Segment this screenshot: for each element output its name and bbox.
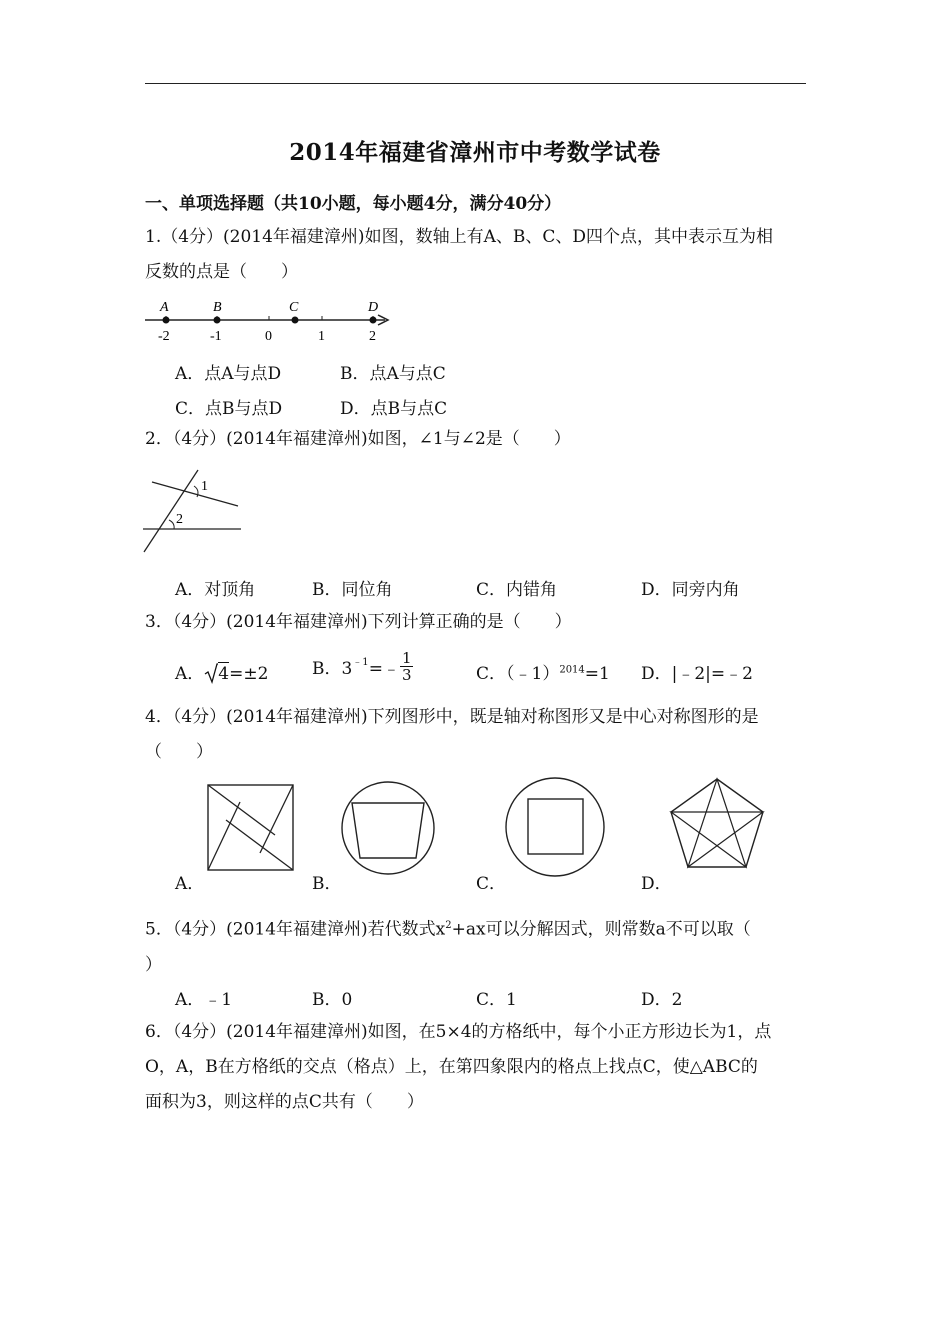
point-label: C (289, 300, 299, 315)
question-4-line2: （ ） (145, 742, 213, 762)
question-6-line1: 6．（4分）(2014年福建漳州)如图，在5×4的方格纸中，每个小正方形边长为1，点 (145, 1022, 772, 1042)
angle-label-2: 2 (176, 512, 183, 527)
q3-option-c-prefix: C．（﹣1） (476, 664, 560, 684)
angle-label-1: 1 (201, 479, 208, 494)
question-6-line2: O，A，B在方格纸的交点（格点）上，在第四象限内的格点上找点C，使△ABC的 (145, 1057, 758, 1077)
question-5-exponent: 2 (445, 920, 452, 931)
q5-option-a: A．﹣1 (175, 990, 233, 1010)
question-5 (145, 908, 810, 983)
point-label: B (213, 300, 222, 315)
question-6-line3: 面积为3，则这样的点C共有（ ） (145, 1092, 424, 1112)
question-4-line1: 4．（4分）(2014年福建漳州)下列图形中，既是轴对称图形又是中心对称图形的是 (145, 707, 759, 727)
question-2-text: 2．（4分）(2014年福建漳州)如图，∠1与∠2是（ ） (145, 429, 571, 449)
tick-label: 1 (318, 329, 325, 344)
header-rule (145, 83, 806, 84)
question-1-line2: 反数的点是（ ） (145, 262, 298, 282)
figure-c-circle-square (503, 775, 607, 879)
question-6 (145, 1015, 810, 1120)
question-4 (145, 700, 810, 770)
point-label: D (368, 300, 379, 315)
q3-option-c-exp: 2014 (559, 664, 585, 676)
q4-label-b: B． (312, 874, 342, 894)
q1-option-b: B．点A与点C (340, 364, 446, 384)
question-5-line1-b: +ax可以分解因式，则常数a不可以取（ (451, 919, 751, 940)
q2-option-b: B．同位角 (312, 580, 393, 600)
q4-label-a: A． (175, 874, 205, 894)
q3-option-d: D．|﹣2|=﹣2 (641, 664, 753, 684)
q3-option-b-eq: =﹣ (368, 659, 400, 679)
line-upper (152, 482, 238, 506)
angle-arc-1 (194, 486, 198, 497)
figure-b-circle-trapezoid (338, 778, 438, 876)
angle-figure (140, 468, 250, 556)
q3-option-c-rest: =1 (584, 664, 610, 684)
question-2 (145, 422, 810, 457)
number-line-figure (140, 296, 400, 348)
q2-option-c: C．内错角 (476, 580, 558, 600)
q3-option-b-prefix: B．3 (312, 659, 353, 679)
q1-option-c: C．点B与点D (175, 399, 283, 419)
sqrt-symbol (204, 662, 229, 684)
point-c (292, 317, 299, 324)
fraction-numerator: 1 (401, 649, 412, 667)
angle-arc-2 (169, 520, 174, 529)
question-5-line1-a: 5．（4分）(2014年福建漳州)若代数式x (145, 919, 446, 940)
q3-option-a-rest: =±2 (229, 664, 269, 684)
q1-option-d: D．点B与点C (340, 399, 448, 419)
q2-option-a: A．对顶角 (175, 580, 256, 600)
figure-a-square-pinwheel (200, 778, 300, 876)
fraction-denominator: 3 (401, 666, 412, 684)
q5-option-c: C．1 (476, 990, 517, 1010)
q2-option-d: D．同旁内角 (641, 580, 740, 600)
tick-label: 0 (265, 329, 272, 344)
page-title: 2014年福建省漳州市中考数学试卷 (289, 139, 661, 166)
q4-label-d: D． (641, 874, 672, 894)
tick-label: -1 (210, 329, 222, 344)
point-label: A (160, 300, 169, 315)
point-b (214, 317, 221, 324)
point-a (163, 317, 170, 324)
point-d (370, 317, 377, 324)
question-3-text: 3．（4分）(2014年福建漳州)下列计算正确的是（ ） (145, 612, 572, 632)
q3-option-a (175, 659, 268, 684)
question-3 (145, 605, 810, 640)
radical-sign-icon (204, 662, 218, 684)
q4-label-c: C． (476, 874, 507, 894)
q5-option-d: D．2 (641, 990, 683, 1010)
q3-option-a-prefix: A． (175, 664, 205, 684)
q1-option-a: A．点A与点D (175, 364, 282, 384)
q3-option-b (312, 650, 413, 683)
fraction (400, 650, 414, 683)
tick-label: 2 (369, 329, 376, 344)
q3-option-c (476, 659, 610, 684)
tick-label: -2 (158, 329, 170, 344)
q5-option-b: B．0 (312, 990, 353, 1010)
question-5-line2: ） (145, 954, 162, 975)
q3-option-b-exp: ﹣1 (352, 657, 369, 668)
question-5-line1 (145, 908, 810, 948)
question-1-line1: 1.（4分）(2014年福建漳州)如图，数轴上有A、B、C、D四个点，其中表示互为相 (145, 227, 773, 247)
question-1 (145, 220, 810, 290)
q3-option-a-radicand: 4 (218, 664, 230, 684)
figure-d-pentagon-star (665, 775, 769, 879)
section-heading: 一、单项选择题（共10小题，每小题4分，满分40分） (145, 194, 562, 214)
